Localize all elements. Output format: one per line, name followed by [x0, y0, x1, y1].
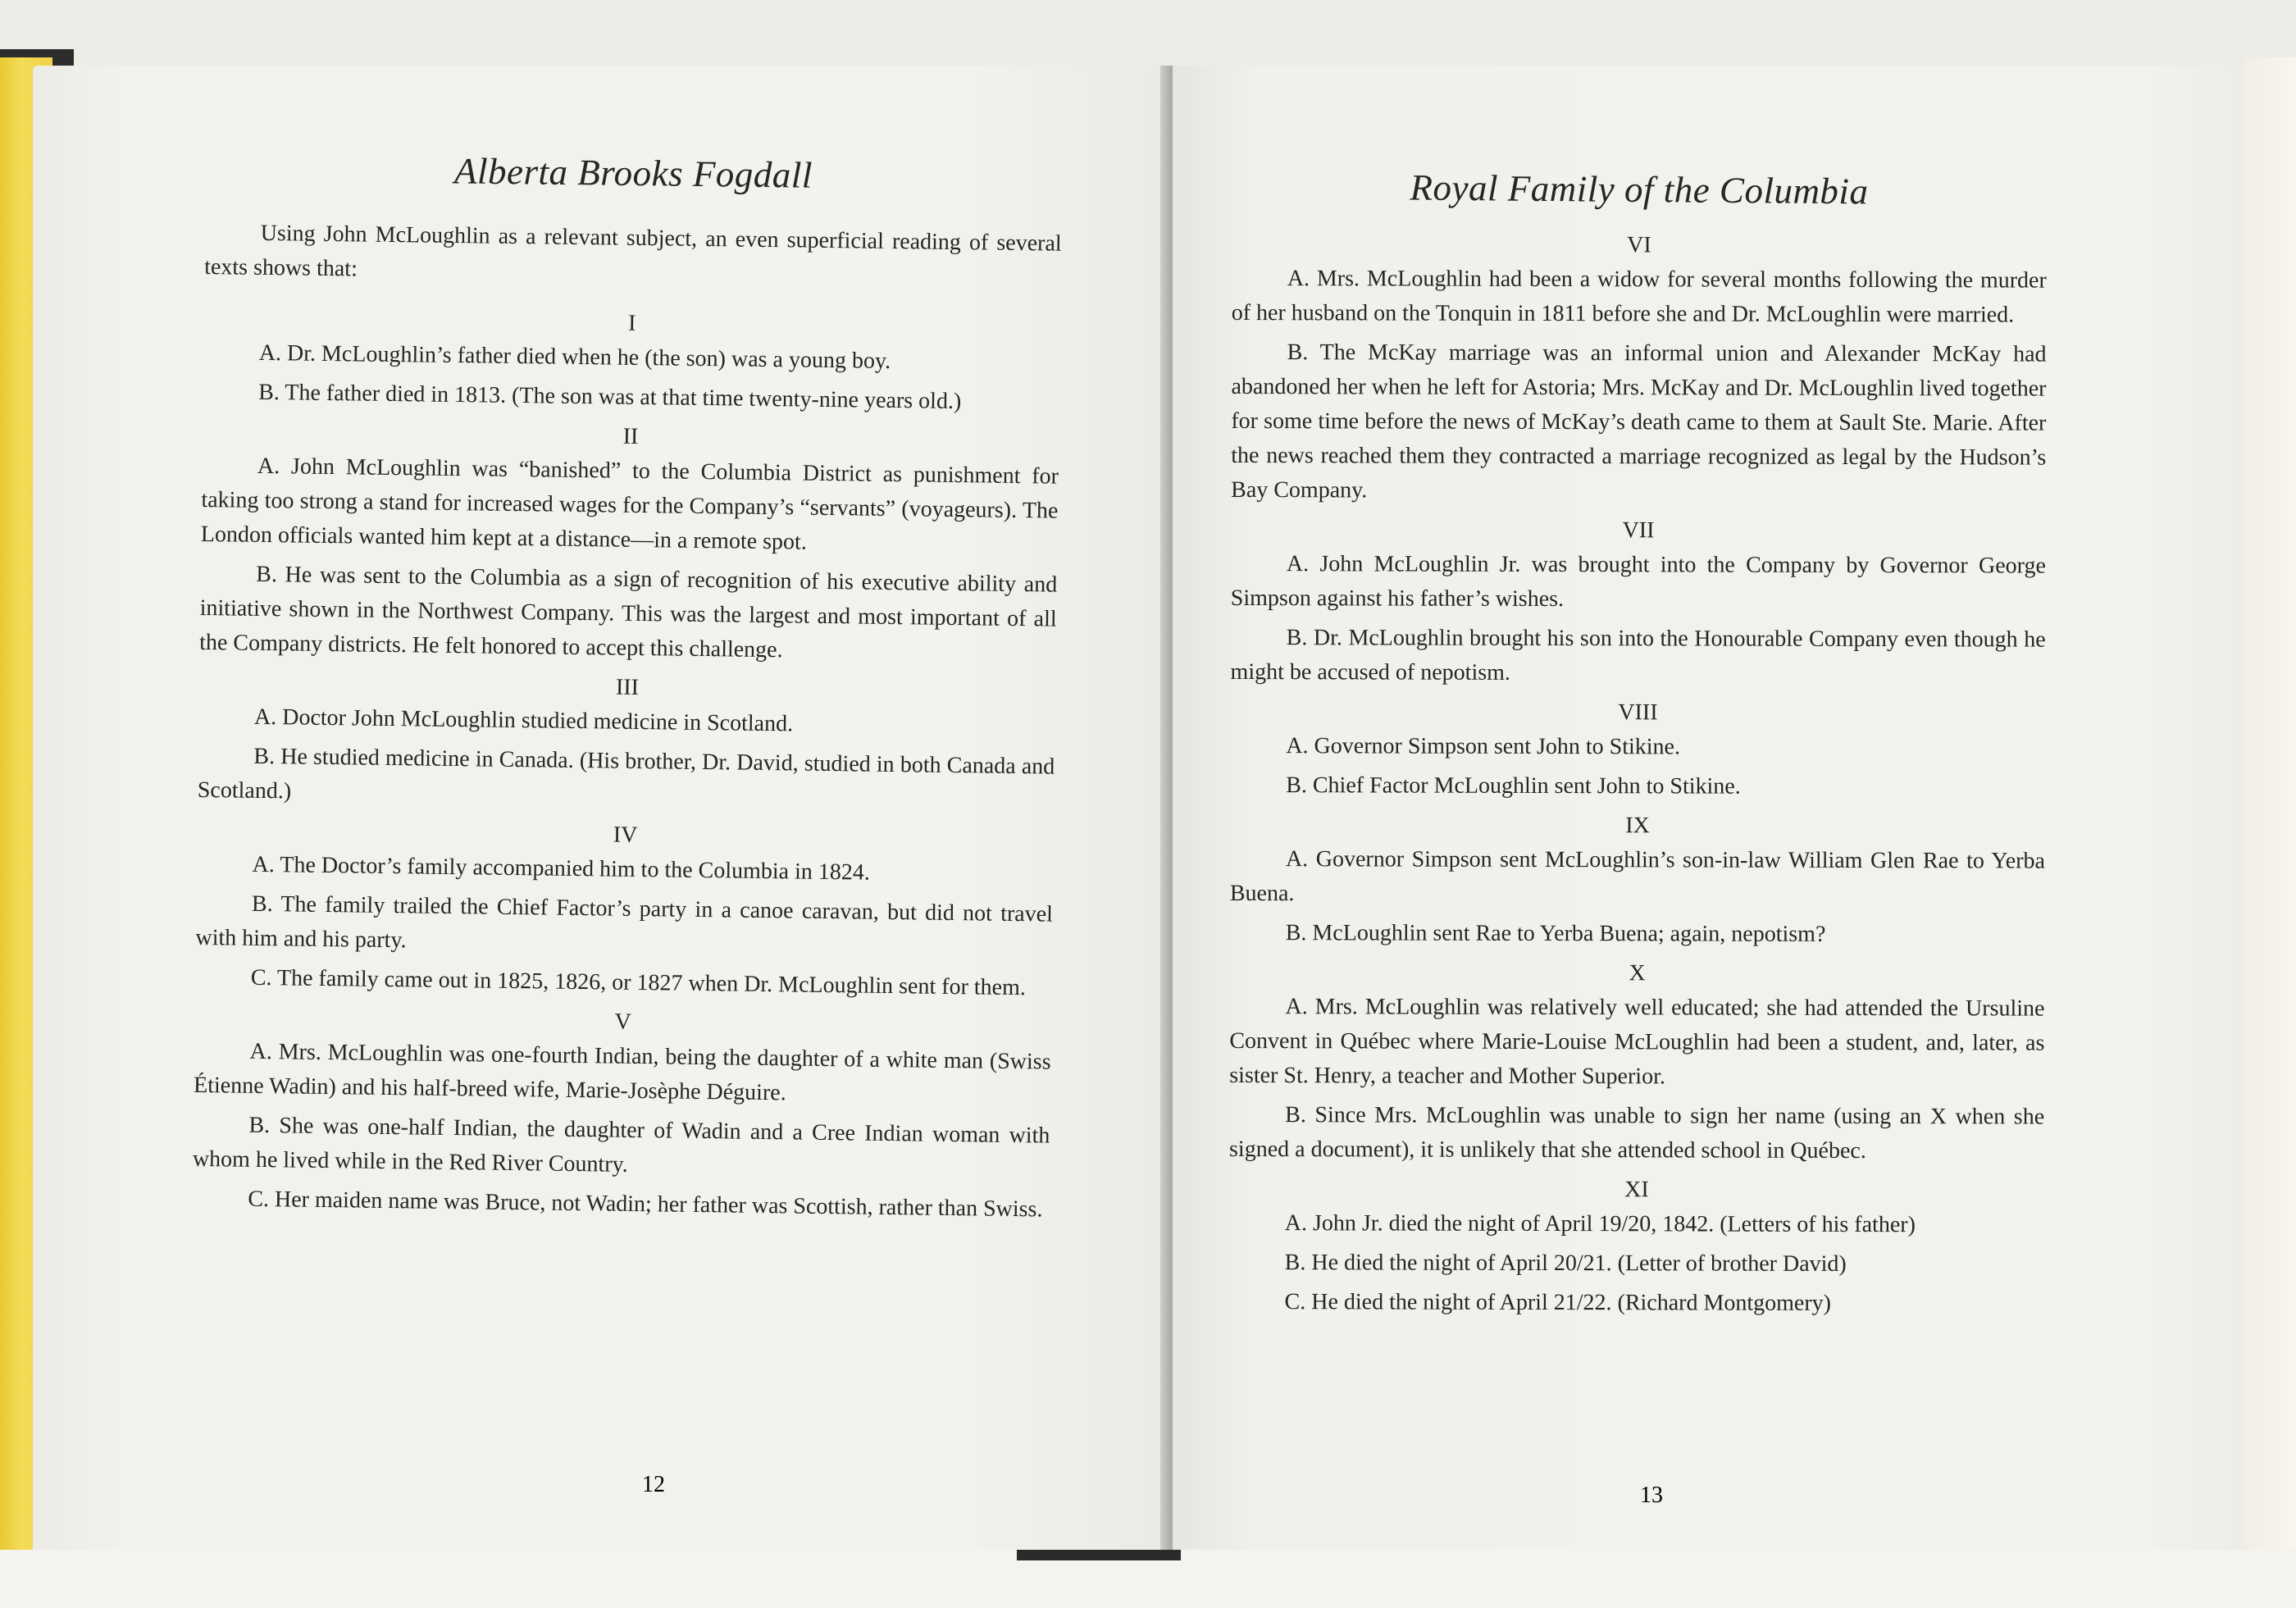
intro-paragraph: Using John McLoughlin as a relevant subject, an even superficial reading of several texts shows that:	[203, 220, 1062, 282]
section-numeral: I	[627, 310, 636, 336]
section-item: B. The family trailed the Chief Factor’s party in a canoe caravan, but did not travel with him and his party.	[195, 891, 1054, 954]
page-number: 13	[1640, 1483, 1663, 1508]
section-V	[192, 1000, 1051, 1228]
section-I	[203, 301, 1061, 421]
section-item: A. Governor Simpson sent McLoughlin’s son-in-law William Glen Rae to Yerba Buena.	[1229, 846, 2046, 907]
section-item: A. Mrs. McLoughlin was relatively well educated; she had attended the Ursuline Convent in Québec where Marie-Louise McLoughlin had been a student, and, later, as sister St. Henry, a teacher and Mother Superior.	[1229, 994, 2045, 1090]
section-item: B. McLoughlin sent Rae to Yerba Buena; again, nepotism?	[1285, 920, 1826, 947]
section-item: A. Governor Simpson sent John to Stikine.	[1286, 733, 1681, 760]
section-numeral: X	[1629, 960, 1646, 986]
section-numeral: XI	[1624, 1177, 1649, 1203]
section-item: B. Since Mrs. McLoughlin was unable to sign her name (using an X when she signed a document), it is unlikely that she attended school in Québec.	[1229, 1102, 2045, 1164]
section-VIII	[1230, 695, 2045, 805]
section-numeral: III	[615, 674, 640, 700]
section-numeral: VI	[1627, 232, 1651, 258]
section-IV	[195, 813, 1055, 1006]
section-item: C. The family came out in 1825, 1826, or 1827 when Dr. McLoughlin sent for them.	[250, 964, 1027, 1001]
section-numeral: V	[614, 1009, 631, 1035]
section-numeral: VII	[1622, 517, 1655, 544]
section-item: B. He died the night of April 20/21. (Letter of brother David)	[1284, 1250, 1847, 1277]
section-item: C. He died the night of April 21/22. (Richard Montgomery)	[1284, 1289, 1832, 1316]
section-II	[199, 414, 1059, 672]
section-item: B. She was one-half Indian, the daughter of Wadin and a Cree Indian woman with whom he lived while in the Red River Country.	[192, 1112, 1050, 1178]
section-III	[198, 665, 1056, 819]
section-X	[1229, 955, 2045, 1169]
section-item: A. Doctor John McLoughlin studied medicine in Scotland.	[253, 704, 794, 737]
section-item: A. The Doctor’s family accompanied him to the Columbia in 1824.	[252, 851, 871, 886]
section-VII	[1231, 512, 2047, 692]
page-header: Alberta Brooks Fogdall	[453, 150, 813, 196]
section-numeral: IV	[613, 822, 638, 848]
page-header: Royal Family of the Columbia	[1410, 166, 1869, 212]
section-numeral: VIII	[1618, 699, 1658, 726]
right-page	[1173, 66, 2235, 1550]
section-item: B. He studied medicine in Canada. (His brother, Dr. David, studied in both Canada and Scotland.)	[197, 743, 1055, 804]
right-page-body	[1229, 227, 2047, 1322]
book-cover-right	[2244, 57, 2296, 1608]
section-VI	[1231, 227, 2047, 510]
section-item: B. He was sent to the Columbia as a sign of recognition of his executive ability and initiative shown in the Northwest Company. This was the largest and most important of all the Company districts. He felt honored to accept this challenge.	[198, 561, 1058, 663]
section-item: A. John Jr. died the night of April 19/20, 1842. (Letters of his father)	[1284, 1210, 1916, 1238]
section-item: A. Mrs. McLoughlin was one-fourth Indian, being the daughter of a white man (Swiss Étienne Wadin) and his half-breed wife, Marie-Josèphe Déguire.	[193, 1038, 1051, 1106]
section-IX	[1230, 808, 2045, 953]
section-item: B. Dr. McLoughlin brought his son into the Honourable Company even though he might be accused of nepotism.	[1230, 625, 2046, 686]
section-numeral: IX	[1625, 813, 1650, 839]
left-page	[33, 66, 1168, 1550]
section-item: A. Dr. McLoughlin’s father died when he (the son) was a young boy.	[258, 339, 891, 374]
page-number: 12	[642, 1472, 665, 1497]
section-item: A. Mrs. McLoughlin had been a widow for several months following the murder of her husband on the Tonquin in 1811 before she and Dr. McLoughlin were married.	[1231, 266, 2047, 328]
section-item: B. The father died in 1813. (The son was at that time twenty-nine years old.)	[257, 379, 962, 415]
section-item: B. Chief Factor McLoughlin sent John to Stikine.	[1286, 772, 1741, 799]
section-item: C. Her maiden name was Bruce, not Wadin; her father was Scottish, rather than Swiss.	[248, 1186, 1043, 1223]
section-item: A. John McLoughlin Jr. was brought into the Company by Governor George Simpson against his father’s wishes.	[1230, 551, 2046, 613]
left-page-body	[192, 216, 1062, 1228]
section-item: A. John McLoughlin was “banished” to the Columbia District as punishment for taking too strong a stand for increased wages for the Company’s “servants” (voyageurs). The London officials wanted him kept at a distance—in a remote spot.	[200, 453, 1059, 555]
section-XI	[1229, 1172, 2044, 1322]
section-numeral: II	[622, 423, 639, 449]
section-item: B. The McKay marriage was an informal union and Alexander McKay had abandoned her when he left for Astoria; Mrs. McKay and Dr. McLoughlin lived together for some time before the news of McKay’s death came to them at Sault Ste. Marie. After the news reached them they contracted a marriage recognized as legal by the Hudson’s Bay Company.	[1231, 339, 2047, 503]
